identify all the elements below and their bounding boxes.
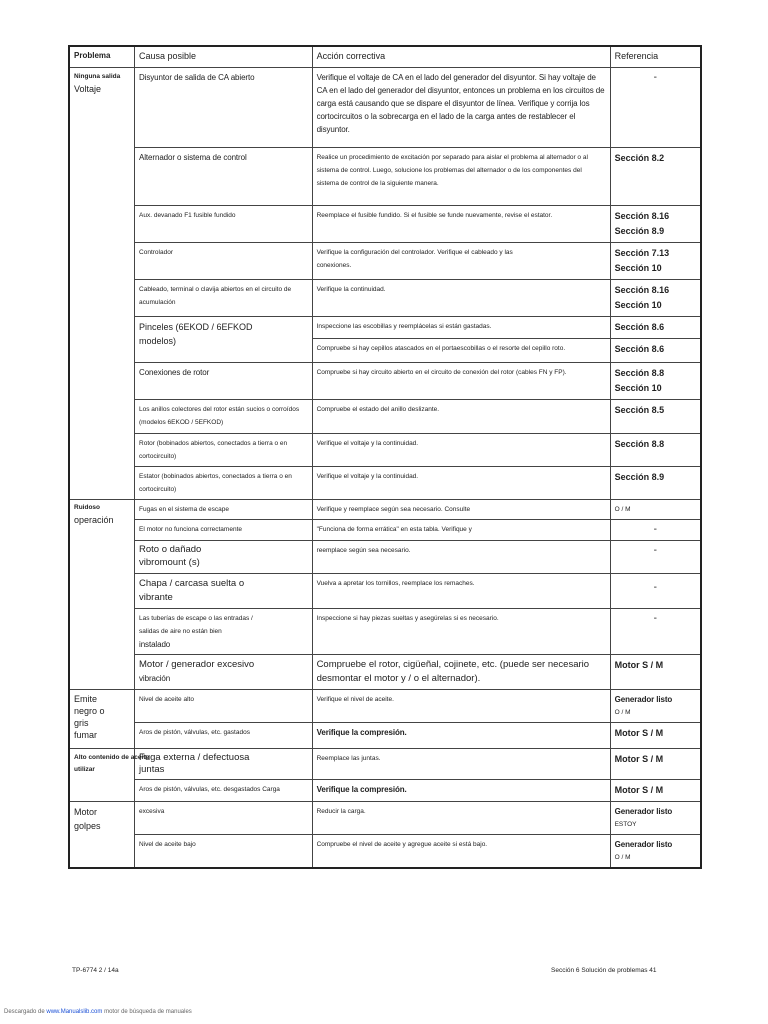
reference-cell: - <box>610 520 701 541</box>
problem-cell-oil-usage: Alto contenido de aceite utilizar <box>69 749 135 802</box>
action-cell: Compruebe el rotor, cigüeñal, cojinete, etc. (puede ser necesario desmontar el motor y / o el alternador). <box>312 655 610 690</box>
cause-cell: excesiva <box>135 802 313 835</box>
action-cell: Realice un procedimiento de excitación por separado para aislar el problema al alternador o al sistema de control. Luego, solucione los problemas del alternador o de los componentes del sistema de control de la siguiente manera. <box>312 148 610 206</box>
table-row <box>69 68 701 148</box>
action-cell: Verifique el voltaje y la continuidad. <box>312 467 610 500</box>
action-cell: Compruebe el estado del anillo deslizante. <box>312 400 610 434</box>
action-cell: reemplace según sea necesario. <box>312 541 610 574</box>
manualslib-link[interactable]: www.Manualslib.com <box>46 1009 103 1015</box>
action-cell: Verifique el voltaje de CA en el lado del generador del disyuntor. Si hay voltaje de CA en el lado del generador del disyuntor, entonces un problema en los circuitos de carga está causando que se dispare el disyuntor de línea. Verifique y corrija los cortocircuitos o la sobrecarga en el lado de la carga antes de restablecer el disyuntor. <box>312 68 610 148</box>
problem-cell-knocks: Motor golpes <box>69 802 135 869</box>
cause-cell: Conexiones de rotor <box>135 363 313 400</box>
action-cell: Verifique el nivel de aceite. <box>312 690 610 723</box>
action-cell: Vuelva a apretar los tornillos, reemplace los remaches. <box>312 574 610 609</box>
cause-cell: Aros de pistón, válvulas, etc. desgastados Carga <box>135 780 313 802</box>
action-cell: Compruebe el nivel de aceite y agregue aceite si está bajo. <box>312 835 610 869</box>
table-row <box>69 520 701 541</box>
problem-label: Voltaje <box>74 84 102 94</box>
action-cell: Verifique la compresión. <box>312 780 610 802</box>
cause-cell: Roto o dañado vibromount (s) <box>135 541 313 574</box>
table-row <box>69 243 701 280</box>
action-cell: Inspeccione si hay piezas sueltas y asegúrelas si es necesario. <box>312 609 610 655</box>
table-row <box>69 655 701 690</box>
table-row <box>69 500 701 520</box>
table-row <box>69 400 701 434</box>
table-row <box>69 148 701 206</box>
action-cell: Verifique y reemplace según sea necesario. Consulte <box>312 500 610 520</box>
reference-cell: Sección 7.13 Sección 10 <box>610 243 701 280</box>
header-reference: Referencia <box>610 46 701 68</box>
problem-label: Ninguna salida <box>74 73 121 80</box>
troubleshooting-table <box>68 45 702 869</box>
header-cause: Causa posible <box>135 46 313 68</box>
cause-cell: Motor / generador excesivo vibración <box>135 655 313 690</box>
table-row <box>69 609 701 655</box>
action-cell: Reemplace el fusible fundido. Si el fusible se funde nuevamente, revise el estator. <box>312 206 610 243</box>
troubleshooting-sheet <box>68 45 702 869</box>
reference-cell: Motor S / M <box>610 655 701 690</box>
reference-cell: Sección 8.2 <box>610 148 701 206</box>
reference-cell: - <box>610 609 701 655</box>
table-row <box>69 434 701 467</box>
reference-cell: Sección 8.9 <box>610 467 701 500</box>
reference-cell: Sección 8.16 Sección 10 <box>610 280 701 317</box>
download-suffix: motor de búsqueda de manuales <box>104 1009 192 1015</box>
action-cell: Verifique el voltaje y la continuidad. <box>312 434 610 467</box>
action-cell: Reemplace las juntas. <box>312 749 610 780</box>
download-credit <box>4 1009 192 1015</box>
table-row <box>69 723 701 749</box>
reference-cell: - <box>610 68 701 148</box>
footer-doc-number: TP-6774 2 / 14a <box>72 967 119 974</box>
problem-cell-noisy: Ruidoso operación <box>69 500 135 690</box>
cause-cell: Nivel de aceite alto <box>135 690 313 723</box>
cause-cell: Aux. devanado F1 fusible fundido <box>135 206 313 243</box>
cause-cell: Fugas en el sistema de escape <box>135 500 313 520</box>
reference-cell: Generador listo O / M <box>610 835 701 869</box>
reference-cell: O / M <box>610 500 701 520</box>
reference-cell: - <box>610 574 701 609</box>
header-row <box>69 46 701 68</box>
cause-cell: Alternador o sistema de control <box>135 148 313 206</box>
action-cell: Compruebe si hay circuito abierto en el circuito de conexión del rotor (cables FN y FP). <box>312 363 610 400</box>
cause-cell: Cableado, terminal o clavija abiertos en el circuito de acumulación <box>135 280 313 317</box>
reference-cell: - <box>610 541 701 574</box>
reference-cell: Generador listo ESTOY <box>610 802 701 835</box>
reference-cell: Motor S / M <box>610 780 701 802</box>
table-row <box>69 541 701 574</box>
table-row <box>69 835 701 869</box>
reference-cell: Motor S / M <box>610 723 701 749</box>
cause-cell: Las tuberías de escape o las entradas / salidas de aire no están bien instalado <box>135 609 313 655</box>
table-row <box>69 802 701 835</box>
reference-cell: Motor S / M <box>610 749 701 780</box>
action-cell: Verifique la continuidad. <box>312 280 610 317</box>
action-cell: Verifique la configuración del controlador. Verifique el cableado y las conexiones. <box>312 243 610 280</box>
cause-cell: Chapa / carcasa suelta o vibrante <box>135 574 313 609</box>
table-row <box>69 574 701 609</box>
cause-cell: Pinceles (6EKOD / 6EFKOD modelos) <box>135 317 313 363</box>
reference-cell: Sección 8.16 Sección 8.9 <box>610 206 701 243</box>
action-cell: Reducir la carga. <box>312 802 610 835</box>
header-action: Acción correctiva <box>312 46 610 68</box>
action-cell: Inspeccione las escobillas y reemplácelas si están gastadas. <box>312 317 610 339</box>
table-row <box>69 467 701 500</box>
problem-cell-no-output <box>69 68 135 500</box>
cause-cell: El motor no funciona correctamente <box>135 520 313 541</box>
action-cell: "Funciona de forma errática" en esta tabla. Verifique y <box>312 520 610 541</box>
reference-cell: Sección 8.6 <box>610 339 701 363</box>
action-cell: Compruebe si hay cepillos atascados en el portaescobillas o el resorte del cepillo roto. <box>312 339 610 363</box>
table-row <box>69 363 701 400</box>
download-prefix: Descargado de <box>4 1009 45 1015</box>
footer-section-page: Sección 6 Solución de problemas 41 <box>551 967 657 974</box>
cause-cell: Disyuntor de salida de CA abierto <box>135 68 313 148</box>
cause-cell: Estator (bobinados abiertos, conectados a tierra o en cortocircuito) <box>135 467 313 500</box>
table-row <box>69 206 701 243</box>
table-row <box>69 280 701 317</box>
table-row <box>69 690 701 723</box>
reference-cell: Generador listo O / M <box>610 690 701 723</box>
cause-cell: Los anillos colectores del rotor están sucios o corroídos (modelos 6EKOD / 5EFKOD) <box>135 400 313 434</box>
reference-cell: Sección 8.8 Sección 10 <box>610 363 701 400</box>
header-problem: Problema <box>69 46 135 68</box>
cause-cell: Nivel de aceite bajo <box>135 835 313 869</box>
table-row <box>69 780 701 802</box>
reference-cell: Sección 8.8 <box>610 434 701 467</box>
table-row <box>69 749 701 780</box>
reference-cell: Sección 8.5 <box>610 400 701 434</box>
cause-cell: Controlador <box>135 243 313 280</box>
cause-cell: Rotor (bobinados abiertos, conectados a tierra o en cortocircuito) <box>135 434 313 467</box>
reference-cell: Sección 8.6 <box>610 317 701 339</box>
cause-cell: Aros de pistón, válvulas, etc. gastados <box>135 723 313 749</box>
cause-cell: Fuga externa / defectuosa juntas <box>135 749 313 780</box>
table-row <box>69 317 701 339</box>
action-cell: Verifique la compresión. <box>312 723 610 749</box>
problem-cell-smoke: Emite negro o gris fumar <box>69 690 135 749</box>
